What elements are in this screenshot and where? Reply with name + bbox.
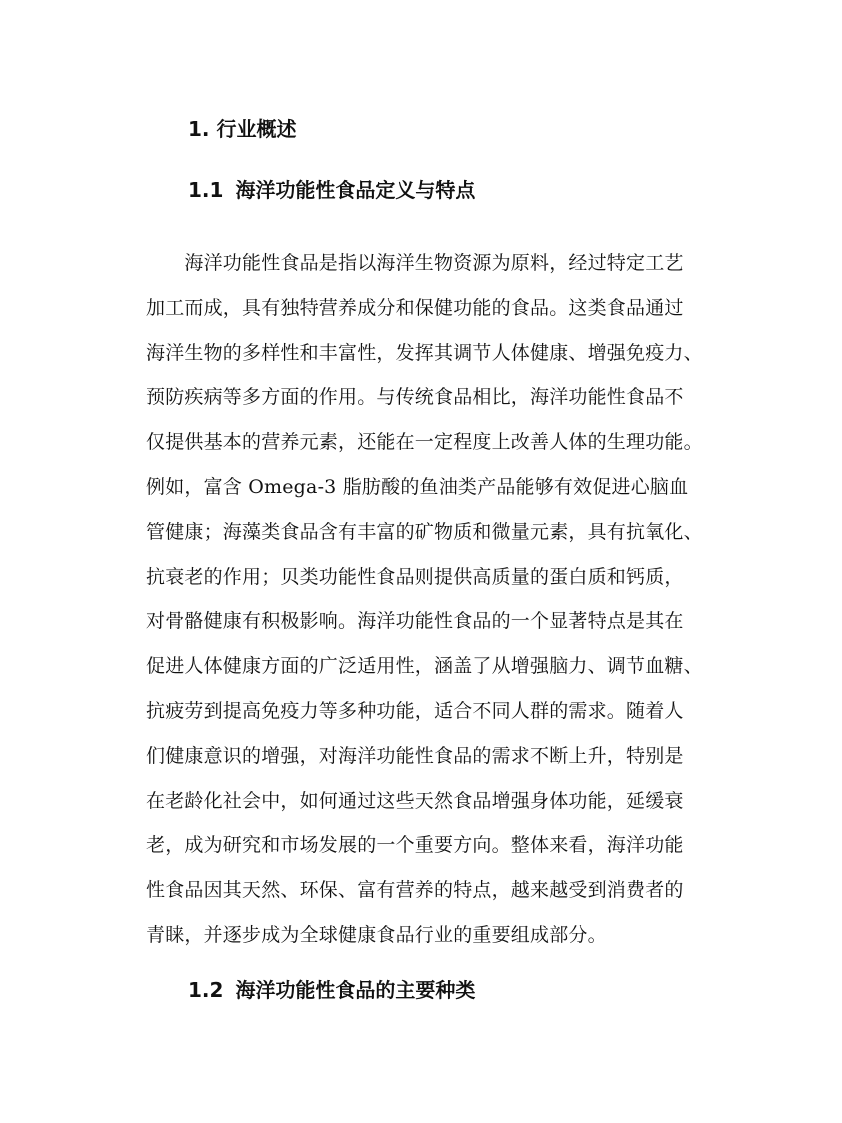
paragraph-line: 老，成为研究和市场发展的一个重要方向。整体来看，海洋功能: [146, 834, 684, 857]
paragraph-line: 们健康意识的增强，对海洋功能性食品的需求不断上升，特别是: [146, 744, 684, 767]
section-number: 1.2: [188, 978, 224, 1002]
paragraph-line: 抗衰老的作用；贝类功能性食品则提供高质量的蛋白质和钙质，: [146, 565, 684, 588]
paragraph-line: 海洋功能性食品是指以海洋生物资源为原料，经过特定工艺: [146, 252, 684, 274]
paragraph-line: 仅提供基本的营养元素，还能在一定程度上改善人体的生理功能。: [146, 431, 703, 454]
paragraph-line: 管健康；海藻类食品含有丰富的矿物质和微量元素，具有抗氧化、: [146, 520, 703, 543]
paragraph-line: 例如，富含 Omega-3 脂肪酸的鱼油类产品能够有效促进心脑血: [146, 476, 689, 498]
chapter-heading: 1. 行业概述: [188, 117, 297, 141]
section-heading-1-1: [188, 175, 475, 205]
section-title: 海洋功能性食品定义与特点: [235, 178, 476, 202]
section-number: 1.1: [188, 178, 224, 202]
section-heading-1-2: [188, 975, 475, 1005]
paragraph-line: 在老龄化社会中，如何通过这些天然食品增强身体功能，延缓衰: [146, 789, 684, 812]
paragraph-line: 对骨骼健康有积极影响。海洋功能性食品的一个显著特点是其在: [146, 610, 684, 633]
paragraph-line: 青睐，并逐步成为全球健康食品行业的重要组成部分。: [146, 924, 607, 946]
paragraph-line: 加工而成，具有独特营养成分和保健功能的食品。这类食品通过: [146, 296, 684, 319]
paragraph-line: 海洋生物的多样性和丰富性，发挥其调节人体健康、增强免疫力、: [146, 341, 703, 364]
paragraph-line: 性食品因其天然、环保、富有营养的特点，越来越受到消费者的: [146, 879, 684, 902]
section-title: 海洋功能性食品的主要种类: [235, 978, 476, 1002]
paragraph-line: 促进人体健康方面的广泛适用性，涵盖了从增强脑力、调节血糖、: [146, 655, 703, 678]
paragraph-line: 抗疲劳到提高免疫力等多种功能，适合不同人群的需求。随着人: [146, 700, 684, 722]
paragraph-line: 预防疾病等多方面的作用。与传统食品相比，海洋功能性食品不: [146, 386, 684, 409]
